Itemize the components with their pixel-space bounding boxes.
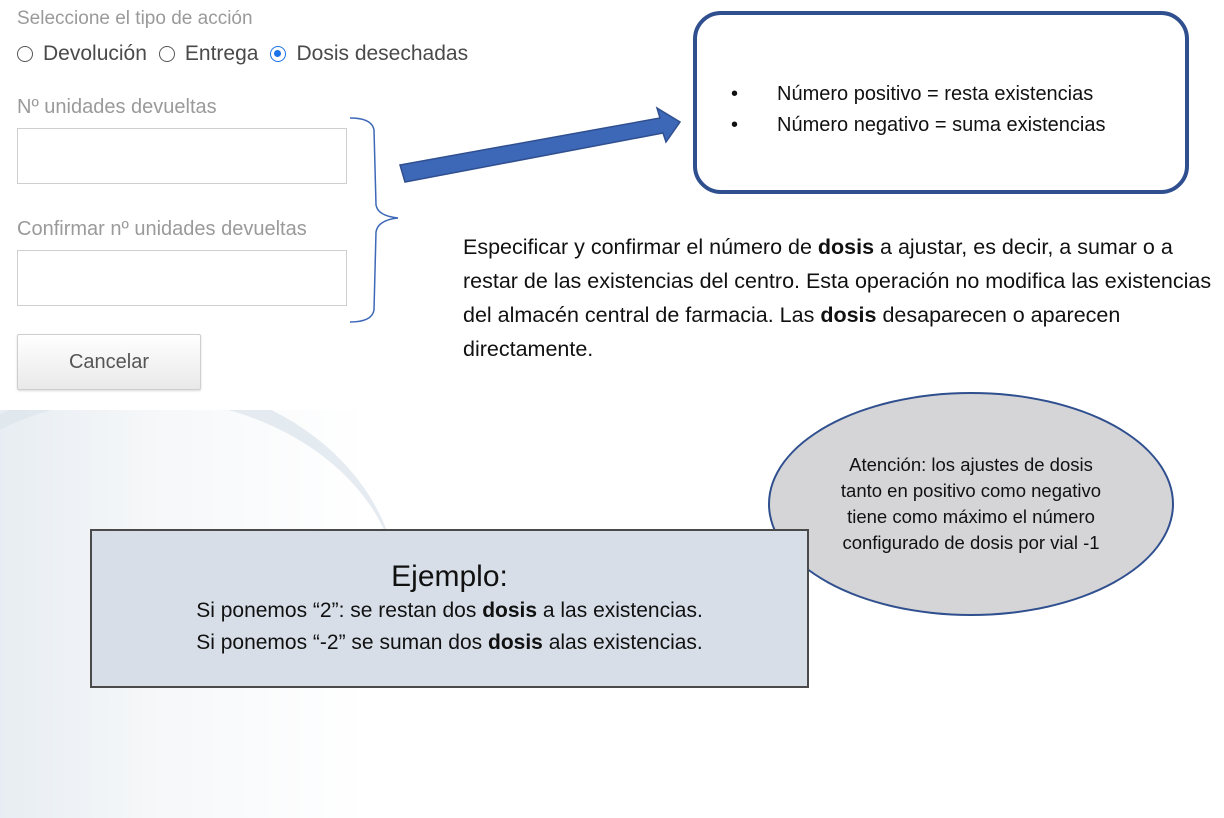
units-label: Nº unidades devueltas: [17, 96, 217, 118]
example-line2-pre: Si ponemos “-2” se suman dos: [196, 631, 488, 654]
action-type-label: Seleccione el tipo de acción: [17, 8, 253, 29]
description-part3: desaparecen o aparecen directamente.: [463, 303, 1121, 361]
example-line2-post: alas existencias.: [542, 631, 703, 654]
example-line-1: [92, 595, 807, 627]
description-part1: Especificar y confirmar el número de: [463, 235, 818, 259]
attention-note: [768, 392, 1174, 616]
description-bold2: dosis: [820, 303, 877, 327]
example-line1-bold: dosis: [482, 599, 538, 622]
radio-entrega-label: Entrega: [184, 42, 259, 65]
example-line2-bold: dosis: [488, 631, 543, 654]
info-item-positive: • Número positivo = resta existencias: [727, 79, 1106, 110]
example-line1-post: a las existencias.: [537, 599, 703, 622]
radio-dosis-desechadas-label: Dosis desechadas: [296, 42, 469, 65]
example-line-2: [92, 627, 807, 659]
example-title: Ejemplo:: [391, 560, 508, 593]
info-list: [727, 79, 1106, 141]
description-bold1: dosis: [817, 235, 875, 259]
pointer-arrow: [400, 108, 680, 182]
grouping-brace: [350, 118, 398, 322]
example-box: [90, 529, 809, 688]
description-part2: a ajustar, es decir, a sumar o a restar de las existencias del centro. Esta operación no modifica las existencias del almacén central de farmacia. Las: [463, 235, 1212, 327]
confirm-units-label: Confirmar nº unidades devueltas: [17, 218, 307, 240]
description-text: [463, 230, 1223, 366]
info-box: [693, 11, 1189, 194]
radio-devolucion-label: Devolución: [43, 42, 147, 65]
attention-text: Atención: los ajustes de dosis tanto en positivo como negativo tiene como máximo el número configurado de dosis por vial -1: [840, 454, 1102, 553]
cancel-button[interactable]: Cancelar: [17, 334, 201, 390]
info-item-negative: • Número negativo = suma existencias: [727, 110, 1106, 141]
example-line1-pre: Si ponemos “2”: se restan dos: [196, 599, 483, 622]
